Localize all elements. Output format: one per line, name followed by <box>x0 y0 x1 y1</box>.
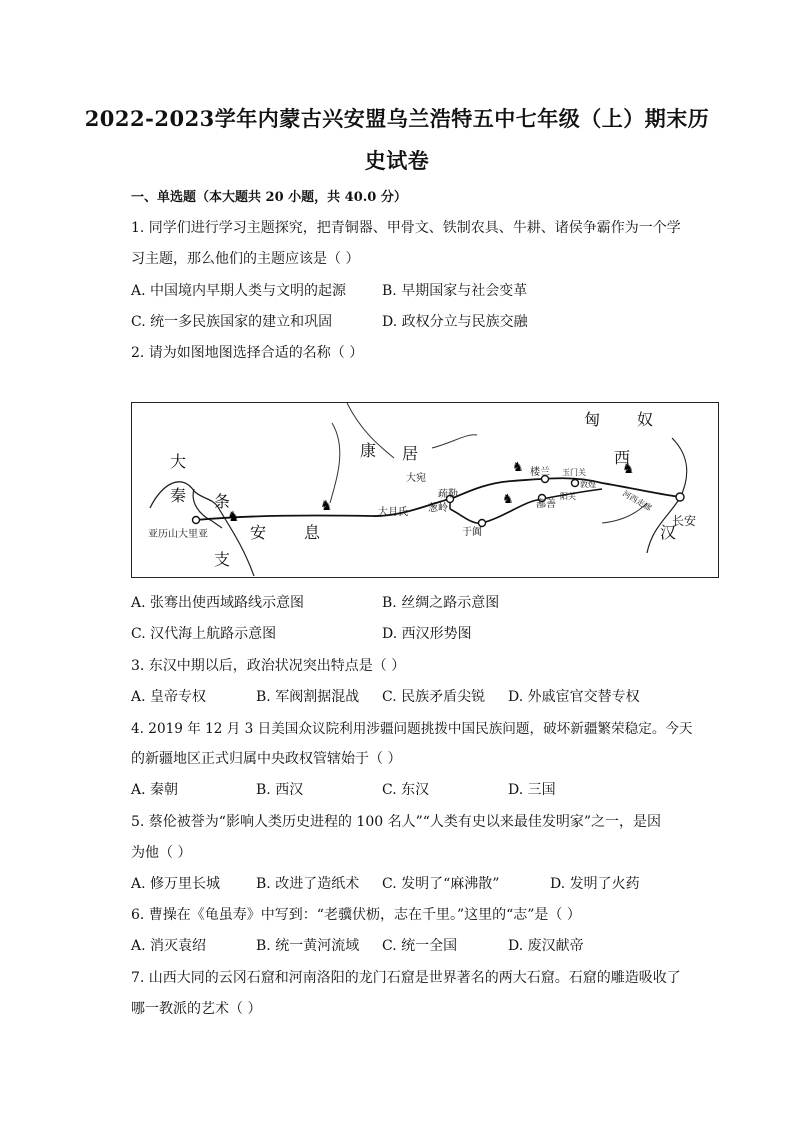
q6-option-d[interactable]: D. 废汉献帝 <box>508 938 584 954</box>
q4-stem-line1: 4. 2019 年 12 月 3 日美国众议院利用涉疆问题挑拨中国民族问题，破坏新疆繁荣稳定。今天 <box>131 721 693 737</box>
yutian-dot <box>479 520 486 527</box>
q2-option-a[interactable]: A. 张骞出使西域路线示意图 <box>131 595 305 611</box>
q2-option-b[interactable]: B. 丝绸之路示意图 <box>382 595 500 611</box>
label-da: 大 <box>170 452 187 471</box>
q4-option-a[interactable]: A. 秦朝 <box>131 782 179 798</box>
camel-icon: ♞ <box>227 509 240 525</box>
q5-option-c[interactable]: C. 发明了“麻沸散” <box>382 876 500 892</box>
q7-stem-line1: 7. 山西大同的云冈石窟和河南洛阳的龙门石窟是世界著名的两大石窟。石窟的雕造吸收了 <box>131 970 681 986</box>
label-tiaozhi2: 支 <box>214 550 231 569</box>
q2-option-c[interactable]: C. 汉代海上航路示意图 <box>131 626 277 642</box>
q4-option-b[interactable]: B. 西汉 <box>256 782 304 798</box>
q5-stem-line2: 为他（ ） <box>131 845 192 861</box>
label-xiongnu2: 奴 <box>637 410 654 429</box>
q6-stem: 6. 曹操在《龟虽寿》中写到：“老骥伏枥，志在千里。”这里的“志”是（ ） <box>131 907 581 923</box>
q7-stem-line2: 哪一教派的艺术（ ） <box>131 1001 262 1017</box>
q1-option-d[interactable]: D. 政权分立与民族交融 <box>382 314 528 330</box>
q4-stem-line2: 的新疆地区正式归属中央政权管辖始于（ ） <box>131 751 402 767</box>
q3-option-d[interactable]: D. 外戚宦官交替专权 <box>508 689 640 705</box>
label-xi: 西 <box>614 448 631 467</box>
label-anxi1: 安 <box>250 523 267 542</box>
paper-title-line1: 2022-2023学年内蒙古兴安盟乌兰浩特五中七年级（上）期末历 <box>84 106 710 131</box>
camel-icon: ♞ <box>502 492 514 507</box>
q1-stem-line1: 1. 同学们进行学习主题探究，把青铜器、甲骨文、铁制农具、牛耕、诸侯争霸作为一个学 <box>131 220 681 236</box>
section-heading: 一、单选题（本大题共 20 小题，共 40.0 分） <box>131 190 407 205</box>
q1-option-b[interactable]: B. 早期国家与社会变革 <box>382 283 528 299</box>
q3-option-a[interactable]: A. 皇帝专权 <box>131 689 207 705</box>
alexandria-dot <box>193 517 200 524</box>
q3-option-c[interactable]: C. 民族矛盾尖锐 <box>382 689 486 705</box>
q3-option-b[interactable]: B. 军阀割据混战 <box>256 689 360 705</box>
label-dayuan: 大宛 <box>406 473 426 484</box>
label-kang: 康 <box>360 441 377 460</box>
label-dunhuang: 敦煌 <box>580 480 596 489</box>
label-congling: 葱岭 <box>428 503 448 514</box>
q5-stem-line1: 5. 蔡伦被誉为“影响人类历史进程的 100 名人”“人类有史以来最佳发明家”之一，是因 <box>131 814 662 830</box>
map-figure <box>132 403 717 576</box>
q1-stem-line2: 习主题，那么他们的主题应该是（ ） <box>131 251 360 267</box>
label-hexi: 河西走廊 <box>621 488 654 513</box>
label-loulan: 楼兰 <box>530 467 550 478</box>
dunhuang-dot <box>572 480 579 487</box>
label-shule: 疏勒 <box>438 489 458 500</box>
river-syr <box>432 435 477 448</box>
q6-option-b[interactable]: B. 统一黄河流域 <box>256 938 360 954</box>
label-yangguan: 阳关 <box>560 492 576 501</box>
label-shanshan: 鄯善 <box>536 499 556 510</box>
label-changan: 长安 <box>672 514 697 528</box>
q5-option-b[interactable]: B. 改进了造纸术 <box>256 876 360 892</box>
q1-option-c[interactable]: C. 统一多民族国家的建立和巩固 <box>131 314 333 330</box>
camel-icon: ♞ <box>320 498 333 514</box>
label-ju: 居 <box>402 444 419 463</box>
label-anxi2: 息 <box>304 523 321 542</box>
label-tiaozhi1: 条 <box>214 492 231 511</box>
q1-option-a[interactable]: A. 中国境内早期人类与文明的起源 <box>131 283 347 299</box>
changan-dot <box>676 493 684 501</box>
q5-option-a[interactable]: A. 修万里长城 <box>131 876 221 892</box>
q5-option-d[interactable]: D. 发明了火药 <box>550 876 640 892</box>
label-yumenguan: 玉门关 <box>562 468 586 477</box>
q2-stem: 2. 请为如图地图选择合适的名称（ ） <box>131 345 364 361</box>
q6-option-a[interactable]: A. 消灭袁绍 <box>131 938 207 954</box>
label-qin: 秦 <box>170 486 187 505</box>
label-yutian: 于阗 <box>462 527 482 538</box>
q4-option-c[interactable]: C. 东汉 <box>382 782 430 798</box>
paper-title-line2: 史试卷 <box>364 148 430 173</box>
camel-icon: ♞ <box>512 460 524 475</box>
southern-route <box>450 489 602 523</box>
silk-road-map <box>131 402 719 578</box>
label-xiongnu1: 匈 <box>584 410 601 429</box>
label-alexandria: 亚历山大里亚 <box>148 529 208 540</box>
q6-option-c[interactable]: C. 统一全国 <box>382 938 458 954</box>
label-han: 汉 <box>660 523 677 542</box>
q2-option-d[interactable]: D. 西汉形势图 <box>382 626 472 642</box>
q4-option-d[interactable]: D. 三国 <box>508 782 556 798</box>
camel-icon: ♞ <box>622 461 635 477</box>
caspian-shore <box>330 423 340 503</box>
q3-stem: 3. 东汉中期以后，政治状况突出特点是（ ） <box>131 658 406 674</box>
label-dayuezhi: 大月氏 <box>378 507 408 518</box>
